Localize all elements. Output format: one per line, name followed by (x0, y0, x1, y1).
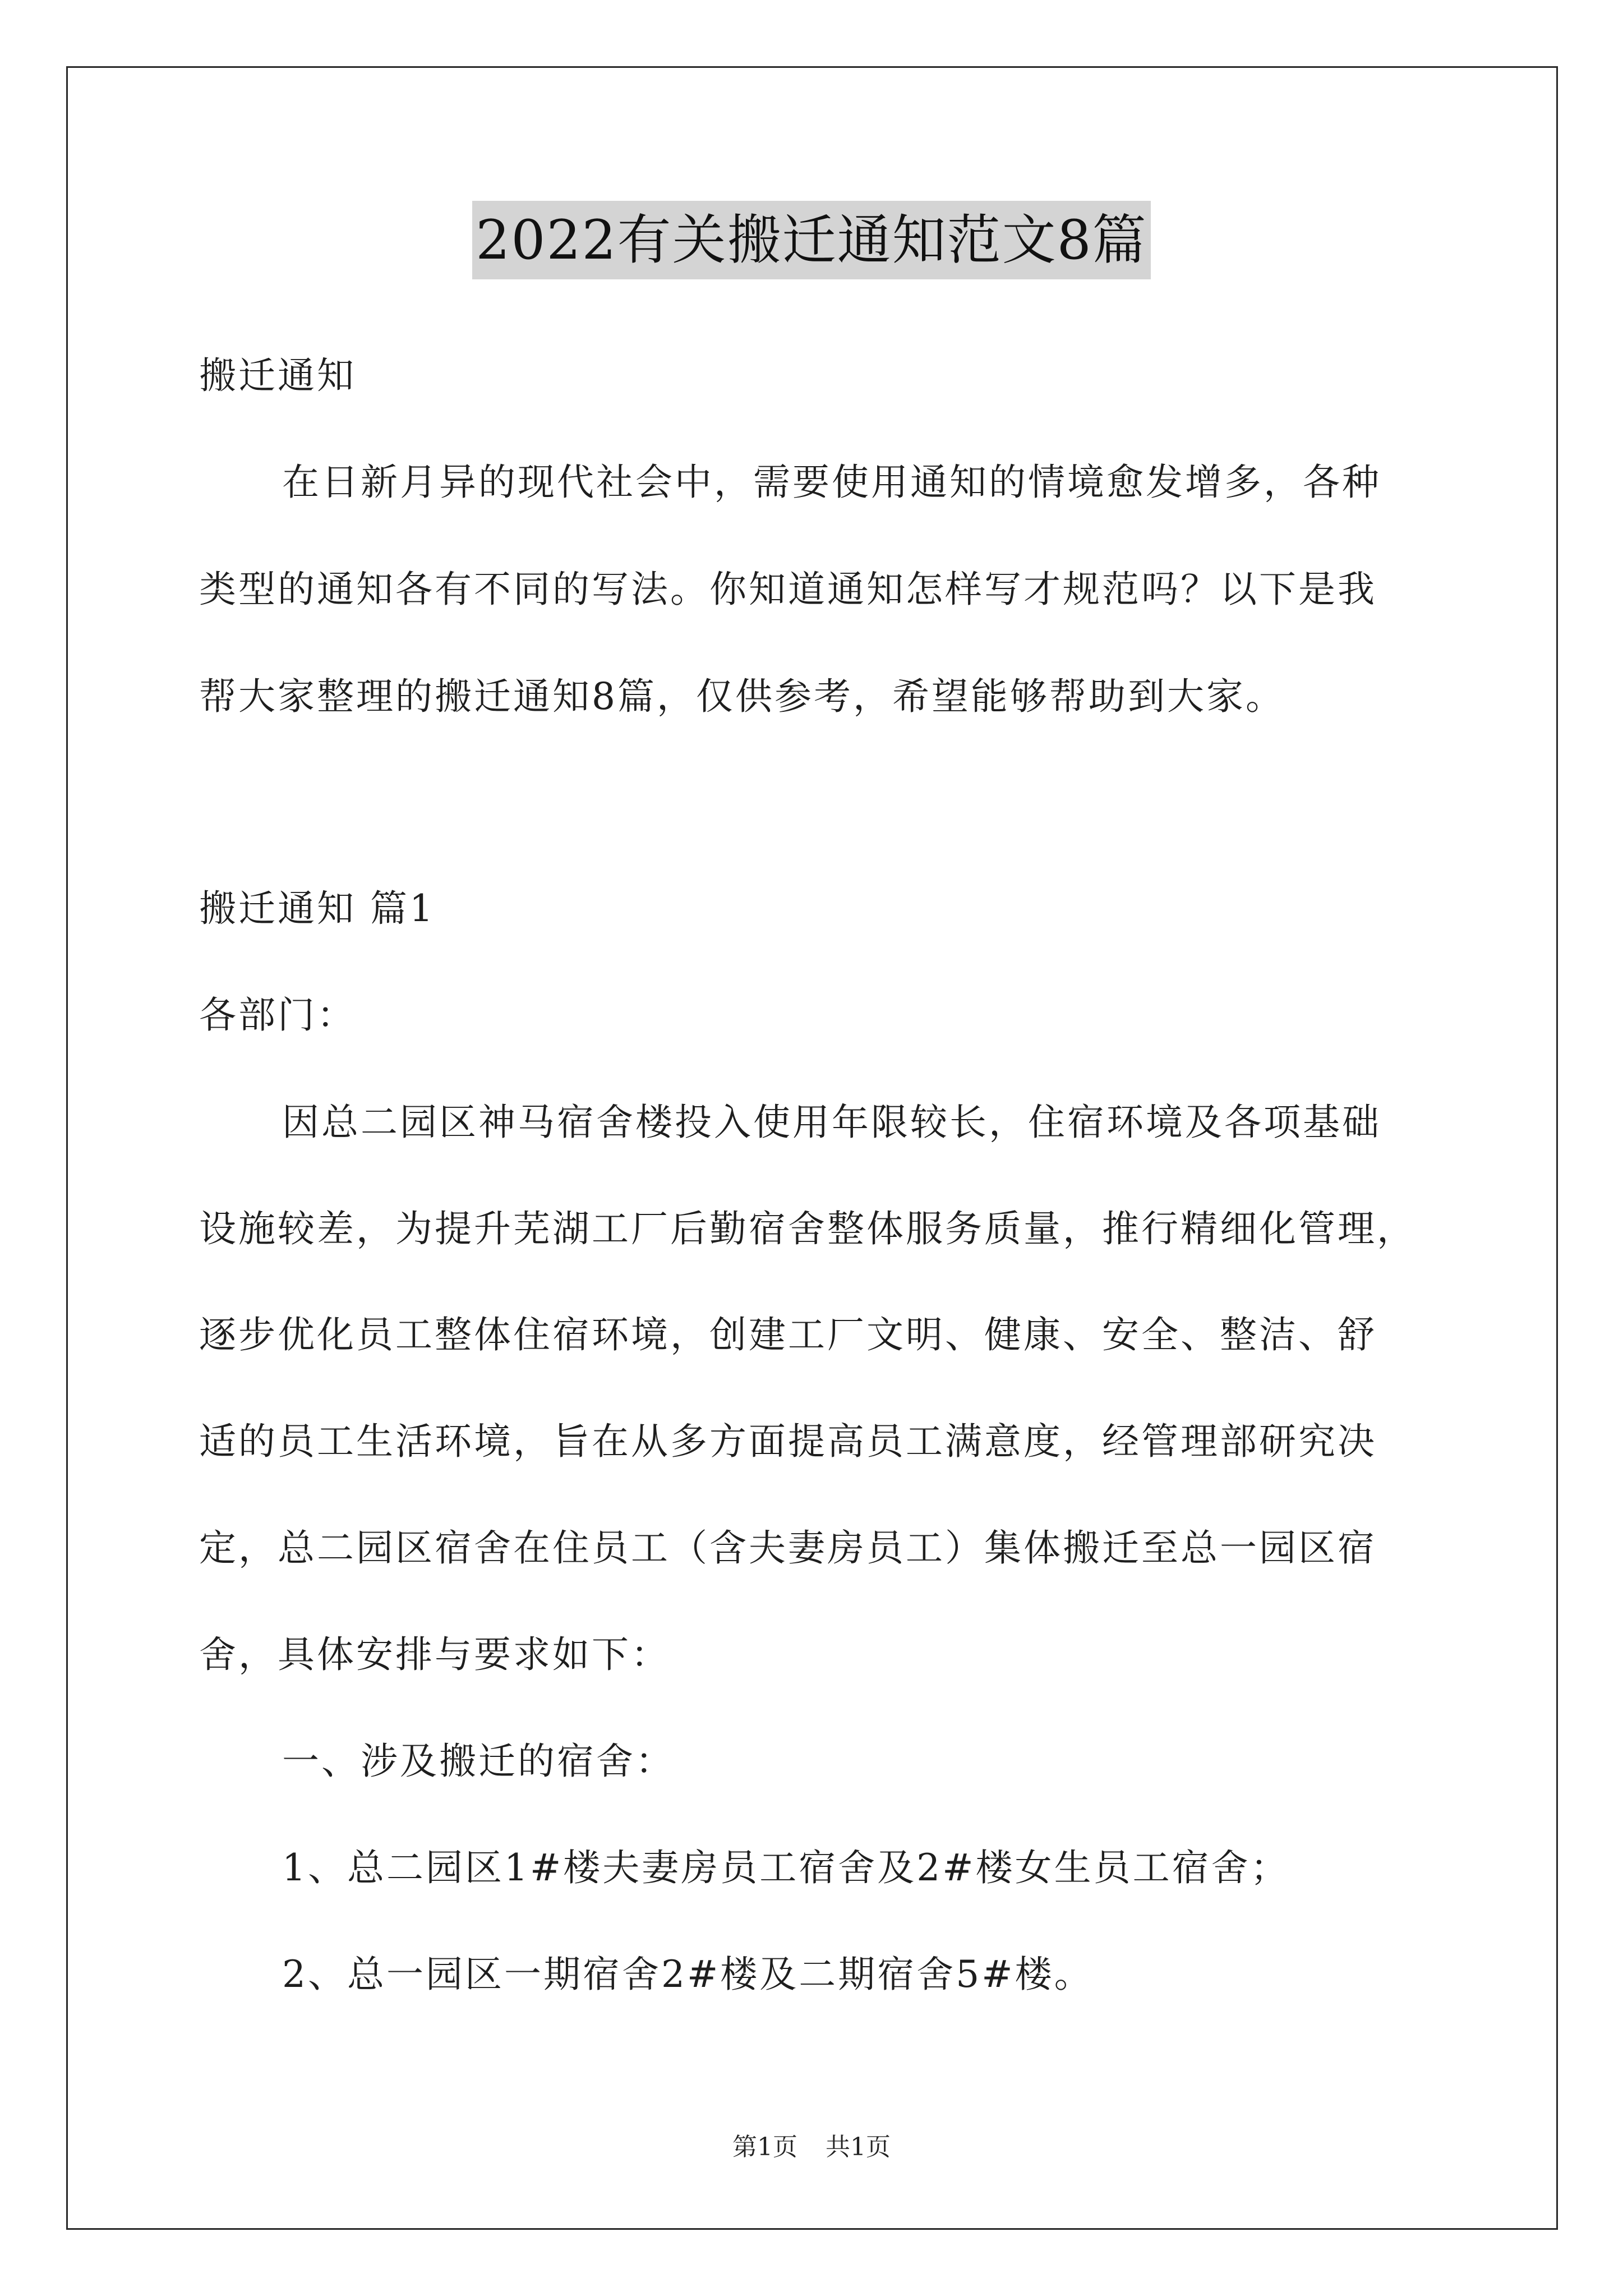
body-line: 适的员工生活环境，旨在从多方面提高员工满意度，经管理部研究决 (199, 1420, 1377, 1463)
body-line: 因总二园区神马宿舍楼投入使用年限较长，住宿环境及各项基础 (282, 1101, 1381, 1144)
section-heading: 搬迁通知 (199, 354, 356, 397)
body-line: 逐步优化员工整体住宿环境，创建工厂文明、健康、安全、整洁、舒 (199, 1313, 1377, 1356)
article-heading: 搬迁通知 篇1 (199, 887, 435, 930)
title-container (0, 201, 1623, 279)
page-number-current: 第1页 (732, 2133, 797, 2161)
list-heading: 一、涉及搬迁的宿舍： (282, 1740, 675, 1783)
body-line: 定，总二园区宿舍在住员工（含夫妻房员工）集体搬迁至总一园区宿 (199, 1526, 1377, 1570)
intro-line: 类型的通知各有不同的写法。你知道通知怎样写才规范吗？以下是我 (199, 568, 1377, 611)
page-footer (0, 2132, 1623, 2163)
body-line: 舍，具体安排与要求如下： (199, 1633, 670, 1676)
salutation: 各部门： (199, 993, 356, 1037)
intro-line: 帮大家整理的搬迁通知8篇，仅供参考，希望能够帮助到大家。 (199, 675, 1285, 718)
page-number-total: 共1页 (826, 2133, 891, 2161)
list-item: 2、总一园区一期宿舍2#楼及二期宿舍5#楼。 (282, 1953, 1094, 1996)
intro-line: 在日新月异的现代社会中，需要使用通知的情境愈发增多，各种 (282, 461, 1381, 504)
list-item: 1、总二园区1#楼夫妻房员工宿舍及2#楼女生员工宿舍； (282, 1846, 1290, 1889)
body-line: 设施较差，为提升芜湖工厂后勤宿舍整体服务质量，推行精细化管理， (199, 1207, 1416, 1250)
document-title: 2022有关搬迁通知范文8篇 (472, 201, 1150, 279)
